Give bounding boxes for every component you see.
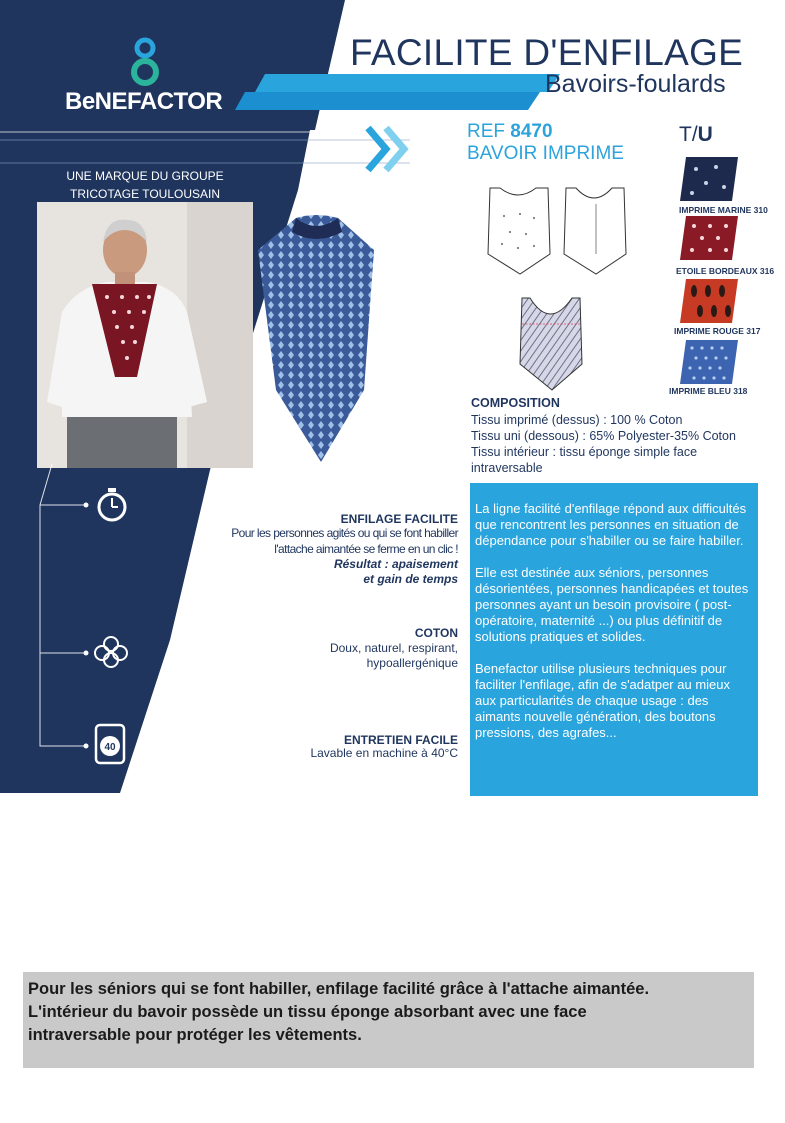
stopwatch-icon bbox=[95, 487, 129, 523]
swatch-label-rouge: IMPRIME ROUGE 317 bbox=[674, 326, 761, 336]
swatch-label-bordeaux: ETOILE BORDEAUX 316 bbox=[676, 266, 775, 276]
feature-line: hypoallergénique bbox=[366, 656, 458, 670]
swatch-label-marine: IMPRIME MARINE 310 bbox=[679, 205, 768, 215]
washing-40-icon bbox=[94, 723, 126, 765]
description-box bbox=[470, 483, 758, 796]
swatch-marine bbox=[680, 157, 738, 201]
footer-note-line: intraversable pour protéger les vêtements. bbox=[28, 1026, 362, 1044]
feature-emphasis: et gain de temps bbox=[363, 572, 458, 586]
group-line-2: TRICOTAGE TOULOUSAIN bbox=[69, 187, 221, 201]
washing-temperature: 40 bbox=[104, 742, 116, 753]
product-name: BAVOIR IMPRIME bbox=[467, 143, 624, 164]
footer-note-line: Pour les séniors qui se font habiller, enfilage facilité grâce à l'attache aimantée. bbox=[28, 980, 650, 998]
composition-title: COMPOSITION bbox=[471, 396, 560, 410]
double-chevron-icon bbox=[364, 124, 410, 174]
model-photo bbox=[37, 202, 253, 468]
ref-prefix: REF bbox=[467, 121, 505, 142]
swatch-rouge bbox=[680, 279, 738, 323]
brand-name: BeNEFACTOR bbox=[65, 88, 223, 115]
technical-drawing-inside bbox=[516, 294, 586, 394]
feature-line: Pour les personnes agités ou qui se font habiller bbox=[231, 526, 458, 540]
benefactor-logo-icon bbox=[128, 36, 162, 88]
product-ref bbox=[467, 121, 553, 143]
page-title: FACILITE D'ENFILAGE bbox=[350, 32, 744, 73]
footer-note bbox=[23, 972, 754, 1068]
feature-line: Lavable en machine à 40°C bbox=[310, 746, 458, 760]
composition-line: intraversable bbox=[471, 461, 543, 475]
footer-note-line: L'intérieur du bavoir possède un tissu éponge absorbant avec une face bbox=[28, 1003, 587, 1021]
composition-line: Tissu imprimé (dessus) : 100 % Coton bbox=[471, 413, 683, 427]
ref-number: 8470 bbox=[510, 121, 553, 142]
technical-drawing-front bbox=[484, 184, 554, 276]
feature-title-entretien: ENTRETIEN FACILE bbox=[343, 733, 458, 747]
feature-title-enfilage: ENFILAGE FACILITE bbox=[340, 512, 458, 526]
product-bib-image bbox=[256, 210, 376, 466]
description-paragraph: Benefactor utilise plusieurs techniques pour faciliter l'enfilage, afin de s'adatper au mieux aux particularités de chaque usage : des aimants nouvelle génération, des boutons pressions, des agrafes... bbox=[475, 661, 730, 740]
group-line-1: UNE MARQUE DU GROUPE bbox=[66, 169, 224, 183]
size-label bbox=[679, 123, 713, 147]
feature-line: Doux, naturel, respirant, bbox=[329, 641, 458, 655]
page-subtitle: Bavoirs-foulards bbox=[545, 70, 726, 98]
swatch-bordeaux bbox=[680, 216, 738, 260]
feature-emphasis: Résultat : apaisement bbox=[333, 557, 458, 571]
description-paragraph: La ligne facilité d'enfilage répond aux difficultés que rencontrent les personnes en situation de dépendance pour s'habiller ou se faire habiller. bbox=[475, 501, 747, 548]
size-value: U bbox=[697, 123, 713, 146]
cotton-flower-icon bbox=[93, 634, 129, 670]
swatch-label-bleu: IMPRIME BLEU 318 bbox=[669, 386, 748, 396]
swatch-bleu bbox=[680, 340, 738, 384]
size-prefix: T/ bbox=[679, 123, 698, 146]
feature-title-coton: COTON bbox=[414, 626, 458, 640]
composition-line: Tissu intérieur : tissu éponge simple face bbox=[471, 445, 698, 459]
composition-line: Tissu uni (dessous) : 65% Polyester-35% Coton bbox=[471, 429, 736, 443]
technical-drawing-back bbox=[560, 184, 630, 276]
feature-line: l'attache aimantée se ferme en un clic ! bbox=[274, 542, 458, 556]
description-paragraph: Elle est destinée aux séniors, personnes désorientées, personnes handicapées et toutes personnes ayant un besoin provisoire ( post-opératoire, maternité ...) ou plus définitif de solutions pratiques et solides. bbox=[475, 565, 749, 644]
